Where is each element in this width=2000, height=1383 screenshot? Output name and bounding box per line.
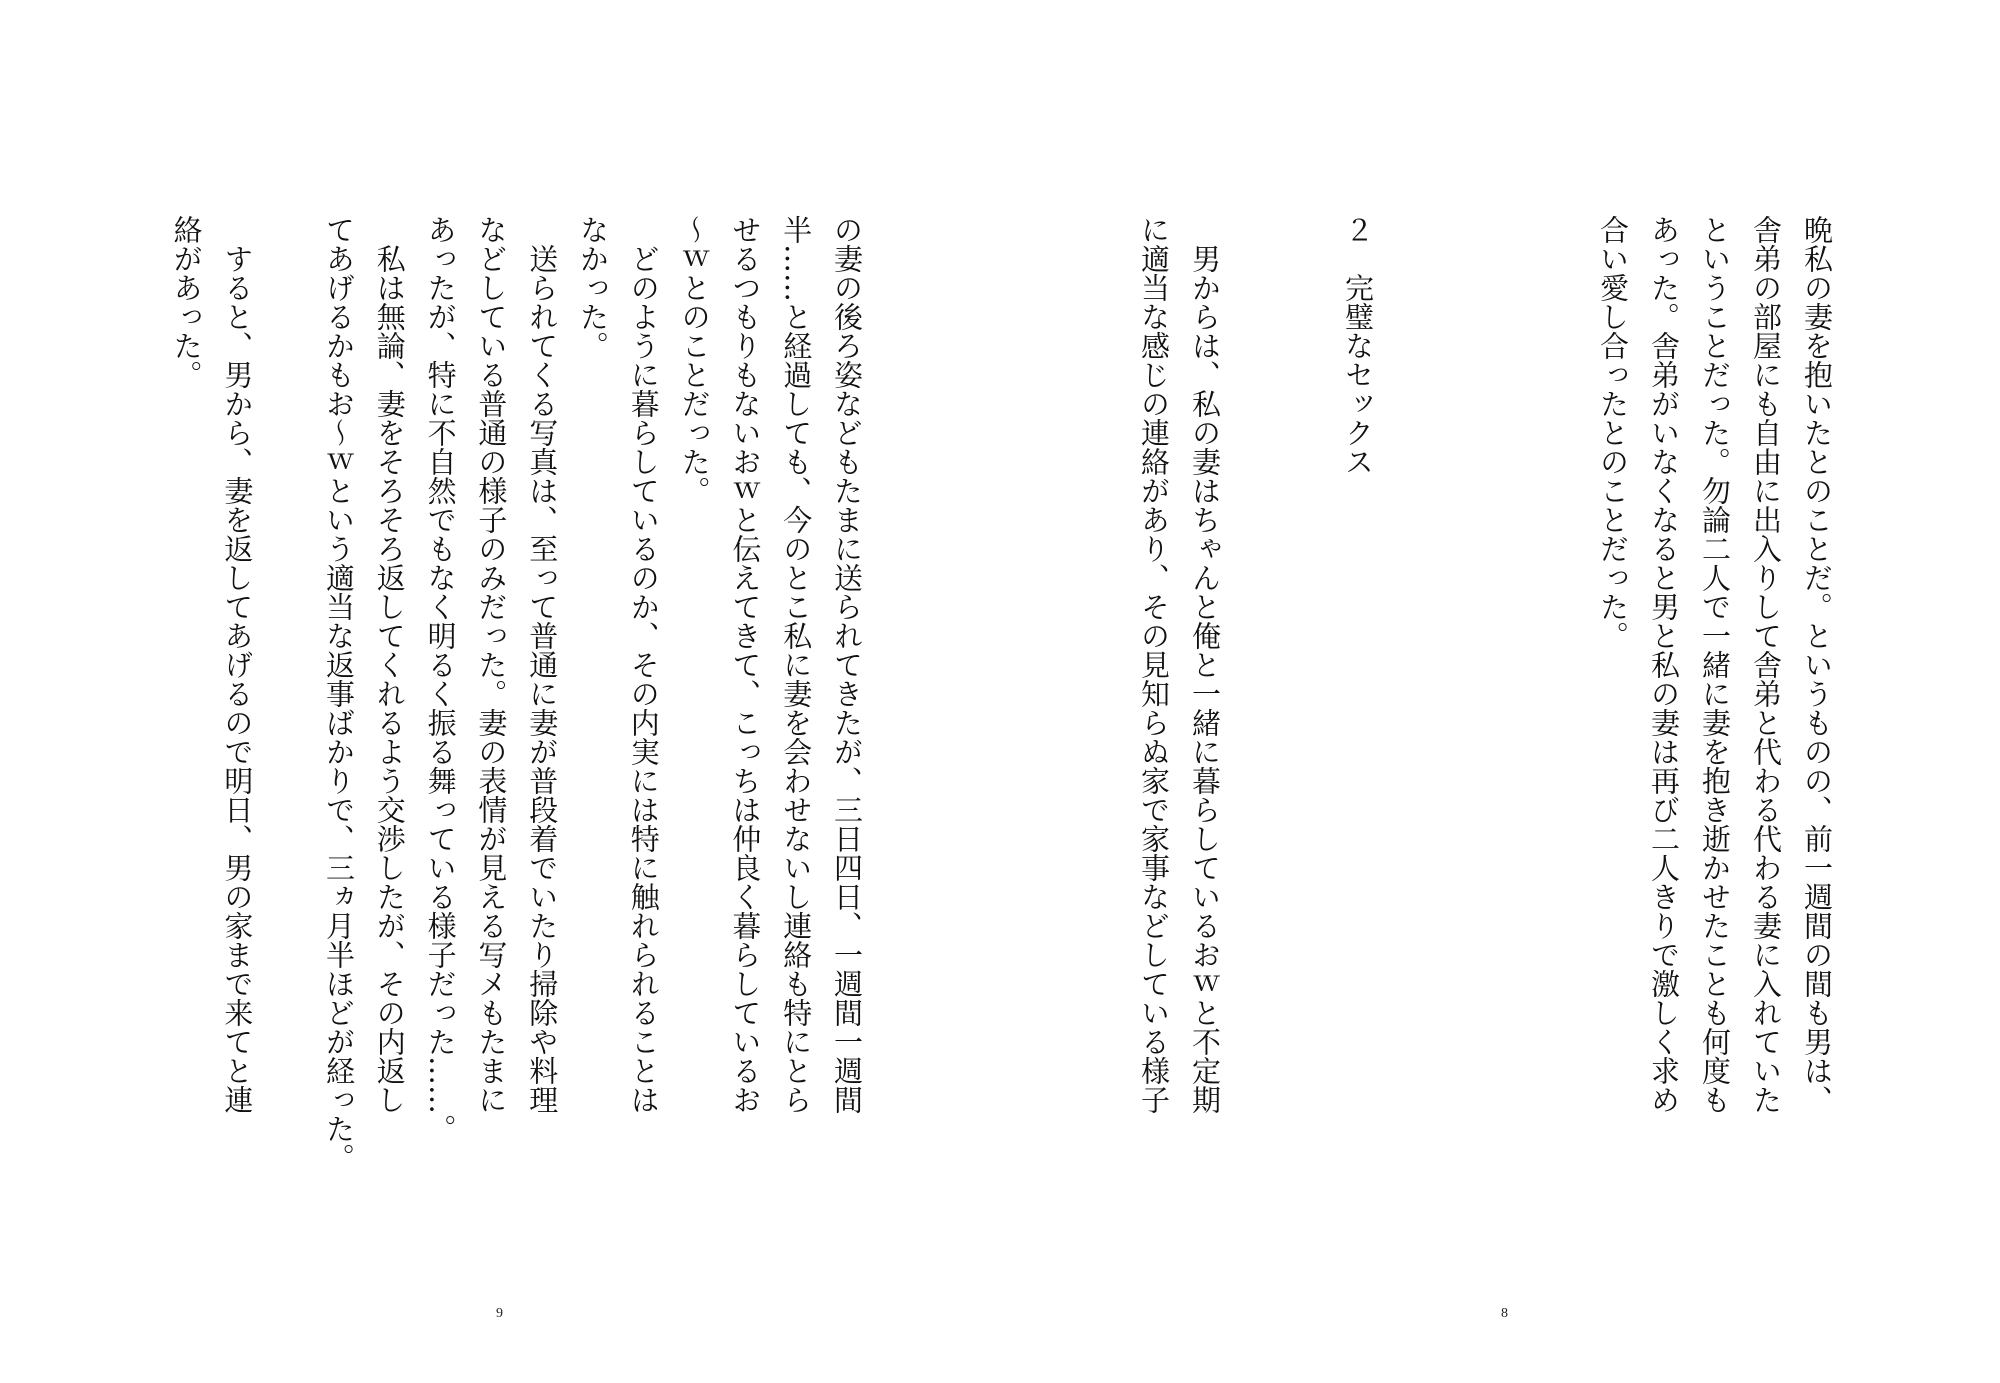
text-line: などしている普通の様子のみだった。妻の表情が見える写メもたまに — [474, 215, 509, 1114]
text-line: どのように暮らしているのか、その内実には特に触れられることは — [626, 215, 661, 1114]
text-line: あった。舎弟がいなくなると男と私の妻は再び二人きりで激しく求め — [1647, 215, 1681, 1114]
text-line: 男からは、私の妻はちゃんと俺と一緒に暮らしているおｗと不定期 — [1188, 215, 1222, 1114]
text-line: すると、男から、妻を返してあげるので明日、男の家まで来てと連 — [220, 215, 255, 1114]
text-line: 絡があった。 — [169, 215, 204, 389]
page-number-left: 9 — [496, 1306, 503, 1321]
right-page — [1000, 0, 2000, 1383]
text-line: ということだった。勿論二人で一緒に妻を抱き逝かせたことも何度も — [1698, 215, 1732, 1114]
text-line: てあげるかもお〜ｗという適当な返事ばかりで、三ヵ月半ほどが経った。 — [322, 215, 356, 1172]
chapter-heading: ２ 完璧なセックス — [1341, 215, 1375, 476]
text-line: なかった。 — [576, 215, 610, 360]
text-line: あったが、特に不自然でもなく明るく振る舞っている様子だった……。 — [423, 215, 458, 1143]
text-line: の妻の後ろ姿などもたまに送られてきたが、三日四日、一週間一週間 — [830, 215, 864, 1114]
page-number-right: 8 — [1501, 1306, 1508, 1321]
text-line: 半……と経過しても、今のとこ私に妻を会わせないし連絡も特にとら — [779, 215, 814, 1114]
text-line: 舎弟の部屋にも自由に出入りして舎弟と代わる代わる妻に入れていた — [1749, 215, 1783, 1114]
text-line: 〜ｗとのことだった。 — [677, 215, 712, 505]
text-line: 合い愛し合ったとのことだった。 — [1596, 215, 1630, 650]
text-line: に適当な感じの連絡があり、その見知らぬ家で家事などしている様子 — [1137, 215, 1171, 1114]
text-line: せるつもりもないおｗと伝えてきて、こっちは仲良く暮らしているお — [728, 215, 763, 1114]
text-line: 送られてくる写真は、至って普通に妻が普段着でいたり掃除や料理 — [525, 215, 560, 1114]
text-line: 私は無論、妻をそろそろ返してくれるよう交渉したが、その内返し — [372, 215, 407, 1114]
text-line: 晩私の妻を抱いたとのことだ。というものの、前一週間の間も男は、 — [1800, 215, 1834, 1114]
